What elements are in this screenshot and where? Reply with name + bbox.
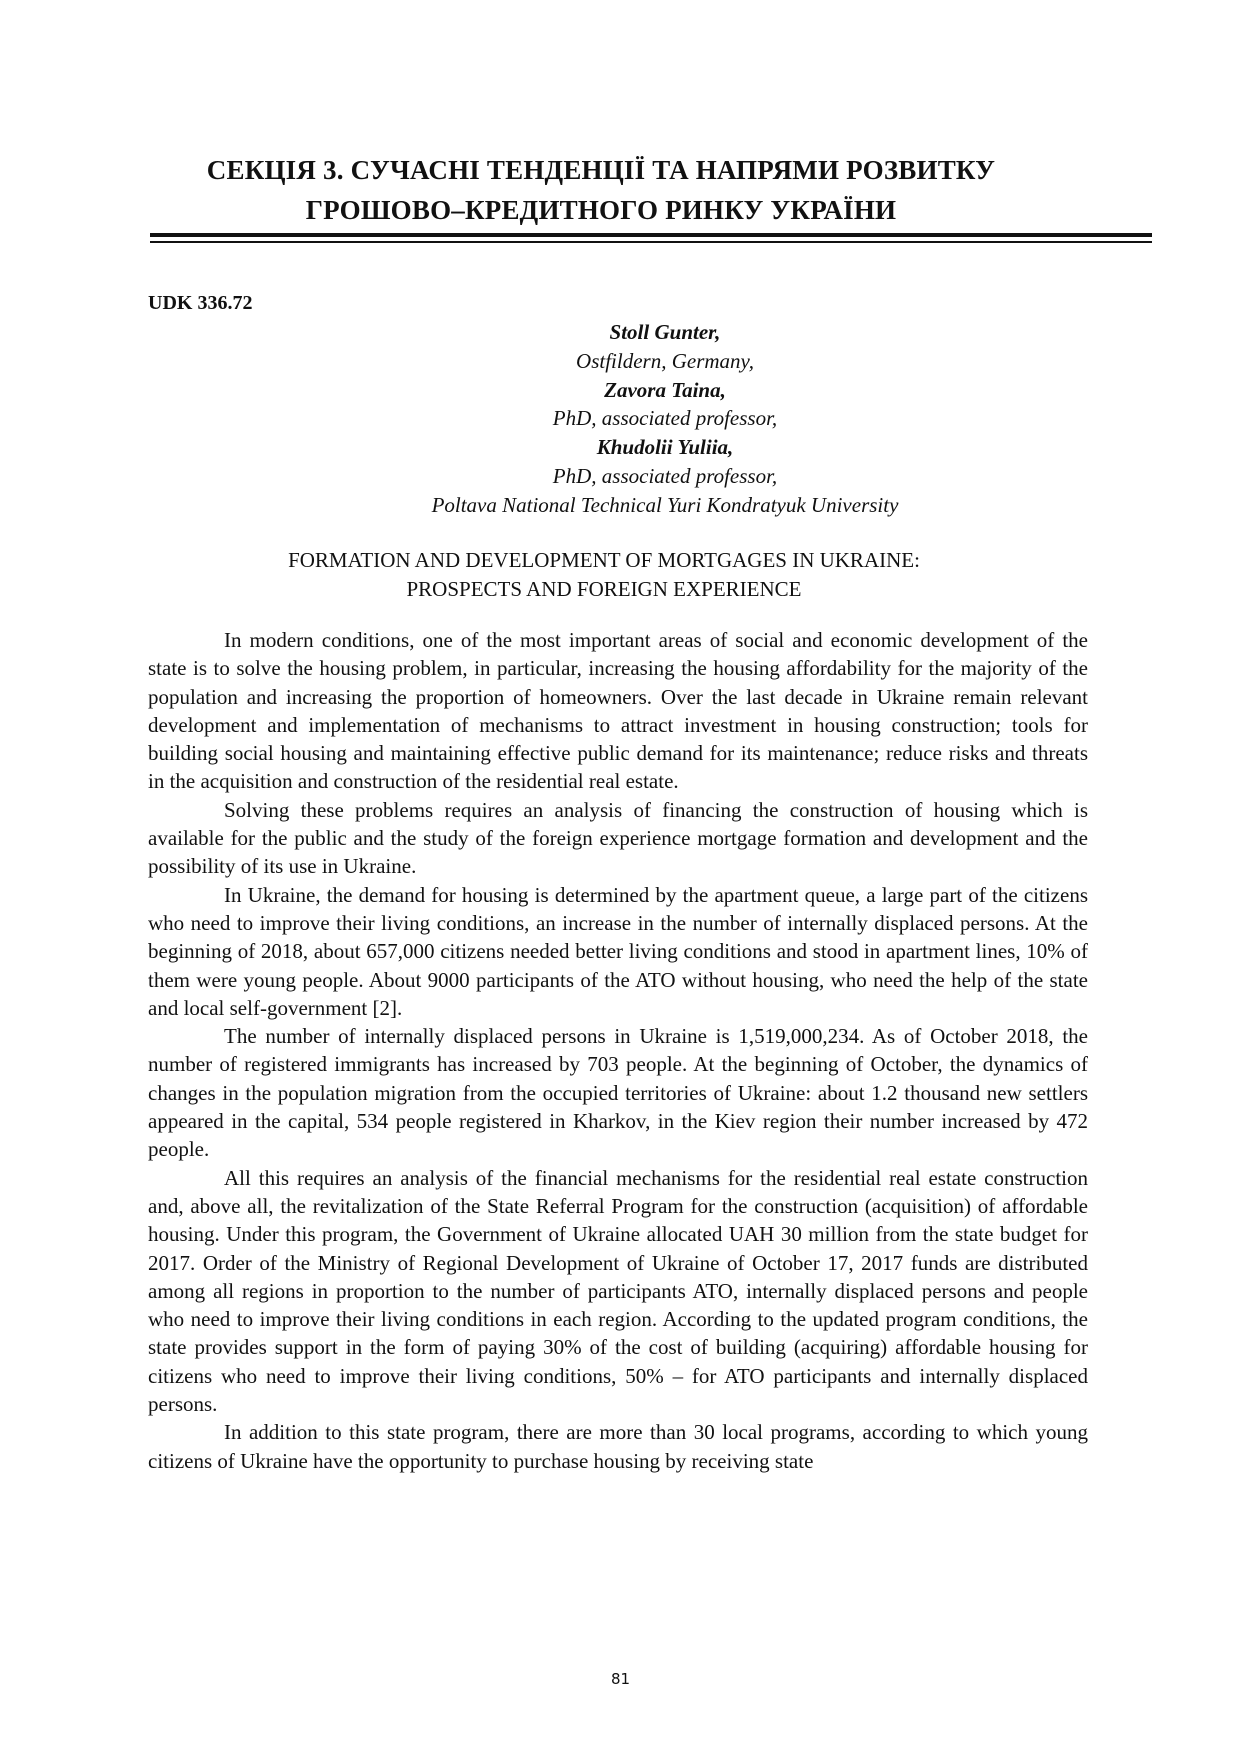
author-affiliation: Ostfildern, Germany, (576, 348, 754, 373)
paper-title-line-1: FORMATION AND DEVELOPMENT OF MORTGAGES IN UKRAINE: (288, 548, 920, 572)
paragraph: Solving these problems requires an analysis of financing the construction of housing which is available for the public and the study of the foreign experience mortgage formation and development and the possibility of its use in Ukraine. (148, 797, 1088, 879)
paper-title (150, 546, 1058, 604)
author-name: Khudolii Yuliia, (596, 435, 734, 460)
paragraph: In addition to this state program, there are more than 30 local programs, according to which young citizens of Ukraine have the opportunity to purchase housing by receiving state (148, 1420, 1088, 1473)
paragraph: In modern conditions, one of the most important areas of social and economic development of the state is to solve the housing problem, in particular, increasing the housing affordability for the majority of the population and increasing the proportion of homeowners. Over the last decade in Ukraine remain relevant development and implementation of mechanisms to attract investment in housing construction; tools for building social housing and maintaining effective public demand for its maintenance; reduce risks and threats in the acquisition and construction of the residential real estate. (148, 628, 1088, 794)
author-name: Stoll Gunter, (609, 320, 721, 344)
section-heading-line-1: СЕКЦІЯ 3. СУЧАСНІ ТЕНДЕНЦІЇ ТА НАПРЯМИ РОЗВИТКУ (206, 155, 996, 185)
paragraph: In Ukraine, the demand for housing is determined by the apartment queue, a large part of the citizens who need to improve their living conditions, an increase in the number of internally displaced persons. At the beginning of 2018, about 657,000 citizens needed better living conditions and stood in apartment lines, 10% of them were young people. About 9000 participants of the ATO without housing, who need the help of the state and local self-government [2]. (148, 882, 1088, 1020)
paragraph: All this requires an analysis of the financial mechanisms for the residential real estate construction and, above all, the revitalization of the State Referral Program for the construction (acquisition) of affordable housing. Under this program, the Government of Ukraine allocated UAH 30 million from the state budget for 2017. Order of the Ministry of Regional Development of Ukraine of October 17, 2017 funds are distributed among all regions in proportion to the number of participants ATO, internally displaced persons and people who need to improve their living conditions in each region. According to the updated program conditions, the state provides support in the form of paying 30% of the cost of building (acquiring) affordable housing for citizens who need to improve their living conditions, 50% – for ATO participants and internally displaced persons. (148, 1165, 1088, 1417)
udk-code: UDK 336.72 (148, 292, 253, 314)
body-text (148, 626, 1088, 1475)
page-number: 81 (610, 1670, 631, 1688)
double-rule-thin (150, 241, 1152, 243)
double-rule-thick (150, 233, 1152, 237)
institution: Poltava National Technical Yuri Kondratyuk University (431, 492, 899, 517)
author-affiliation: PhD, associated professor, (552, 406, 778, 431)
paragraph: The number of internally displaced persons in Ukraine is 1,519,000,234. As of October 2018, the number of registered immigrants has increased by 703 people. At the beginning of October, the dynamics of changes in the population migration from the occupied territories of Ukraine: about 1.2 thousand new settlers appeared in the capital, 534 people registered in Kharkov, in the Kiev region their number increased by 472 people. (148, 1024, 1088, 1162)
section-heading-line-2: ГРОШОВО–КРЕДИТНОГО РИНКУ УКРАЇНИ (305, 195, 897, 225)
author-name: Zavora Taina, (604, 377, 726, 402)
section-heading (150, 150, 1052, 230)
author-affiliation: PhD, associated professor, (552, 463, 778, 488)
author-block (300, 318, 1030, 520)
paper-title-line-2: PROSPECTS AND FOREIGN EXPERIENCE (406, 577, 802, 601)
